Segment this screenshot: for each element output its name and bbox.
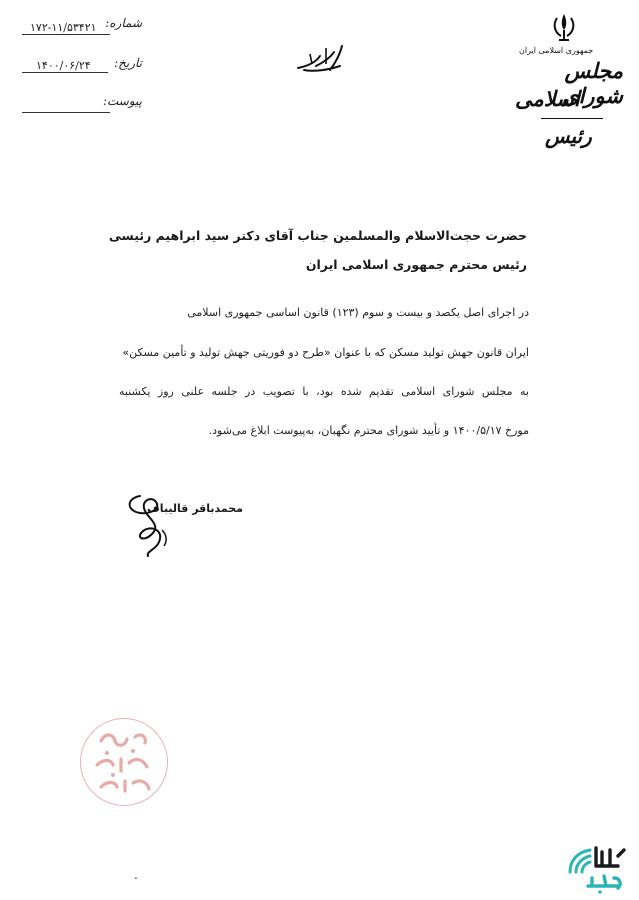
date-label: تاریخ: (114, 56, 142, 70)
watermark-stamp (80, 718, 168, 806)
office-title: رئیس (545, 124, 592, 148)
signatory-name: محمدباقر قالیباف (147, 502, 243, 515)
body-line-1: در اجرای اصل یکصد و بیست و سوم (۱۲۳) قانون اساسی جمهوری اسلامی (187, 306, 529, 319)
body-line-3: به مجلس شورای اسلامی تقدیم شده بود، با تصویب در جلسه علنی روز یکشنبه (119, 385, 529, 398)
addressee-line-1: حضرت حجت‌الاسلام والمسلمین جناب آقای دکتر سید ابراهیم رئیسی (108, 228, 527, 243)
emblem-divider (541, 118, 603, 119)
stamp-lettering-icon (81, 719, 167, 805)
basmala-calligraphy (290, 40, 350, 80)
body-line-4: مورخ ۱۴۰۰/۵/۱۷ و تأیید شورای محترم نگهبان، به‌پیوست ابلاغ می‌شود. (208, 424, 529, 437)
emblem-caption: جمهوری اسلامی ایران (519, 46, 594, 55)
date-value: ۱۴۰۰/۰۶/۲۴ (36, 59, 91, 72)
handwritten-signature (122, 490, 182, 560)
emblem-title-2: اسلامی (515, 86, 580, 111)
iran-emblem-icon (551, 12, 577, 42)
brand-signal-icon (566, 842, 632, 896)
signature-stroke-icon (122, 490, 182, 560)
attachment-line (22, 98, 110, 113)
number-value: ۱۷۲-۱۱/۵۳۴۲۱ (30, 21, 97, 34)
brand-watermark (566, 842, 632, 896)
addressee-line-2: رئیس محترم جمهوری اسلامی ایران (305, 257, 527, 272)
parliament-logo (505, 12, 623, 152)
attachment-label: پیوست: (102, 94, 142, 108)
letter-meta (22, 14, 142, 114)
emblem-title-1: مجلس شورای (562, 58, 623, 108)
footer-dot: . (134, 868, 138, 882)
basmala-glyph-icon (290, 40, 350, 80)
body-line-2: ایران قانون جهش تولید مسکن که با عنوان «طرح دو فوریتی جهش تولید و تأمین مسکن» (122, 346, 529, 359)
number-label: شماره: (105, 16, 142, 30)
